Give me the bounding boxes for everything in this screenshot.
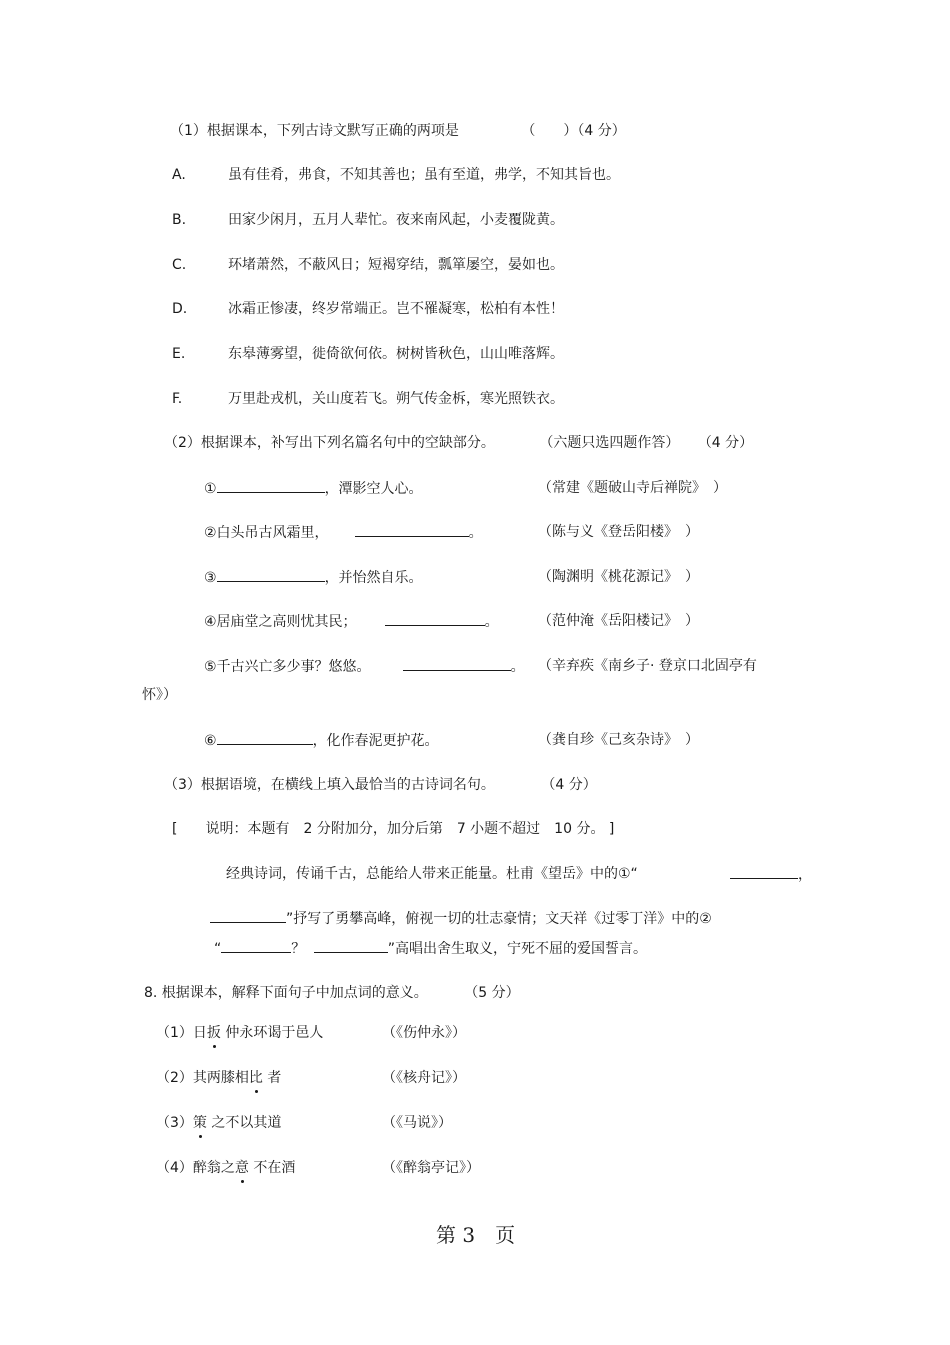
paragraph-text: ”抒写了勇攀高峰，俯视一切的壮志豪情；文天祥《过零丁洋》中的②	[286, 911, 712, 927]
item-prefix: ⑥	[204, 733, 217, 749]
dotted-word: 意	[234, 1160, 249, 1176]
q1-title-text: （1）根据课本，下列古诗文默写正确的两项是	[170, 123, 459, 139]
q8-item-3	[156, 1113, 281, 1133]
answer-blank[interactable]	[217, 567, 325, 582]
q2-item-1-source: （常建《题破山寺后禅院》 ）	[538, 480, 727, 496]
q2-item-2	[204, 522, 483, 543]
q3-paragraph-line1-blank	[730, 864, 812, 885]
q8-item-1-source: （《伤仲永》）	[382, 1025, 466, 1041]
q8-item-2-source: （《核舟记》）	[382, 1070, 466, 1086]
q8-title	[144, 983, 520, 1003]
option-letter: A.	[172, 167, 186, 183]
q2-item-5	[204, 656, 525, 677]
q2-item-3-source: （陶渊明《桃花源记》 ）	[538, 569, 699, 585]
item-text: ，并怡然自乐。	[324, 570, 423, 586]
q2-score: （4 分）	[697, 435, 754, 451]
paragraph-text: “	[214, 941, 222, 957]
answer-blank[interactable]	[355, 522, 469, 537]
q3-score: （4 分）	[541, 777, 597, 793]
q3-title	[164, 775, 597, 795]
item-text: 。	[510, 659, 525, 675]
item-text: 。	[484, 614, 499, 630]
q3-paragraph-line1	[226, 864, 638, 884]
answer-blank[interactable]	[217, 478, 325, 493]
q1-answer-bracket: （ ）（4 分）	[521, 123, 626, 139]
item-prefix: ⑤千古兴亡多少事？悠悠。	[204, 659, 371, 675]
option-text: 虽有佳肴，弗食，不知其善也；虽有至道，弗学，不知其旨也。	[228, 167, 620, 183]
q1-option-e	[172, 344, 564, 364]
option-letter: F.	[172, 391, 183, 407]
q2-item-6	[204, 730, 439, 751]
q1-option-c	[172, 255, 564, 275]
q2-title-text: （2）根据课本，补写出下列名篇名句中的空缺部分。	[164, 435, 495, 451]
item-number: （3）	[156, 1115, 193, 1131]
q1-option-a	[172, 165, 620, 185]
item-text: ，化作春泥更护花。	[312, 733, 439, 749]
q3-paragraph-line3	[214, 938, 647, 959]
item-prefix: ③	[204, 570, 217, 586]
q2-item-2-source: （陈与义《登岳阳楼》 ）	[538, 524, 699, 540]
q1-option-b	[172, 210, 564, 230]
q2-item-5-source-cont: 怀》）	[142, 687, 177, 703]
answer-blank[interactable]	[210, 908, 286, 923]
q2-item-4	[204, 611, 499, 632]
q2-item-4-source: （范仲淹《岳阳楼记》 ）	[538, 613, 699, 629]
answer-blank[interactable]	[385, 611, 485, 626]
option-letter: E.	[172, 346, 186, 362]
answer-blank[interactable]	[221, 938, 291, 953]
q2-note: （六题只选四题作答）	[539, 435, 680, 451]
item-text: ，潭影空人心。	[324, 481, 423, 497]
q2-item-6-source: （龚自珍《己亥杂诗》 ）	[538, 732, 699, 748]
q3-paragraph-line2	[210, 908, 712, 929]
q3-note: [ 说明：本题有 2 分附加分，加分后第 7 小题不超过 10 分。 ]	[172, 821, 615, 837]
item-text: 不在酒	[248, 1160, 296, 1176]
q8-item-4-source: （《醉翁亭记》）	[382, 1160, 480, 1176]
option-text: 环堵萧然，不蔽风日；短褐穿结，瓢箪屡空，晏如也。	[228, 257, 564, 273]
answer-blank[interactable]	[314, 938, 388, 953]
q2-item-5-source: （辛弃疾《南乡子· 登京口北固亭有	[538, 658, 757, 674]
answer-blank[interactable]	[730, 864, 798, 879]
item-text: 者	[262, 1070, 282, 1086]
item-text: 醉翁之	[192, 1160, 235, 1176]
option-letter: C.	[172, 257, 187, 273]
item-prefix: ②白头吊古风霜里，	[204, 525, 329, 541]
paragraph-text: ？	[291, 941, 306, 957]
q8-title-text: 8. 根据课本，解释下面句子中加点词的意义。	[144, 985, 428, 1001]
option-text: 东皋薄雾望，徙倚欲何依。树树皆秋色，山山唯落辉。	[228, 346, 564, 362]
q3-title-text: （3）根据语境，在横线上填入最恰当的古诗词名句。	[164, 777, 495, 793]
item-prefix: ④居庙堂之高则忧其民；	[204, 614, 357, 630]
item-prefix: ①	[204, 481, 217, 497]
q1-option-f	[172, 389, 564, 409]
q1-title	[170, 121, 626, 141]
item-text: 日	[192, 1025, 207, 1041]
q1-option-d	[172, 299, 564, 319]
page-number: 第 3 页	[436, 1223, 516, 1247]
item-number: （4）	[156, 1160, 193, 1176]
q2-item-1	[204, 478, 423, 499]
item-text: 仲永环谒于邑人	[220, 1025, 324, 1041]
q8-item-4	[156, 1158, 295, 1178]
dotted-word: 比	[248, 1070, 263, 1086]
dotted-word: 策	[192, 1115, 207, 1131]
q2-title	[164, 433, 753, 453]
option-letter: D.	[172, 301, 188, 317]
item-text: 。	[468, 525, 483, 541]
item-text: 其两膝相	[192, 1070, 249, 1086]
item-number: （1）	[156, 1025, 193, 1041]
item-text: 之不以其道	[206, 1115, 282, 1131]
option-text: 冰霜正惨凄，终岁常端正。岂不罹凝寒，松柏有本性！	[228, 301, 564, 317]
item-number: （2）	[156, 1070, 193, 1086]
option-text: 田家少闲月，五月人辈忙。夜来南风起，小麦覆陇黄。	[228, 212, 564, 228]
q8-score: （5 分）	[464, 985, 520, 1001]
dotted-word: 扳	[206, 1025, 221, 1041]
option-letter: B.	[172, 212, 187, 228]
paragraph-text: ，	[798, 867, 812, 883]
option-text: 万里赴戎机，关山度若飞。朔气传金柝，寒光照铁衣。	[228, 391, 564, 407]
q8-item-3-source: （《马说》）	[382, 1115, 452, 1131]
q8-item-2	[156, 1068, 281, 1088]
q8-item-1	[156, 1023, 323, 1043]
answer-blank[interactable]	[217, 730, 313, 745]
q2-item-3	[204, 567, 423, 588]
paragraph-text: ”高唱出舍生取义，宁死不屈的爱国誓言。	[387, 941, 647, 957]
paragraph-text: 经典诗词，传诵千古，总能给人带来正能量。杜甫《望岳》中的①“	[226, 866, 638, 882]
answer-blank[interactable]	[403, 656, 511, 671]
